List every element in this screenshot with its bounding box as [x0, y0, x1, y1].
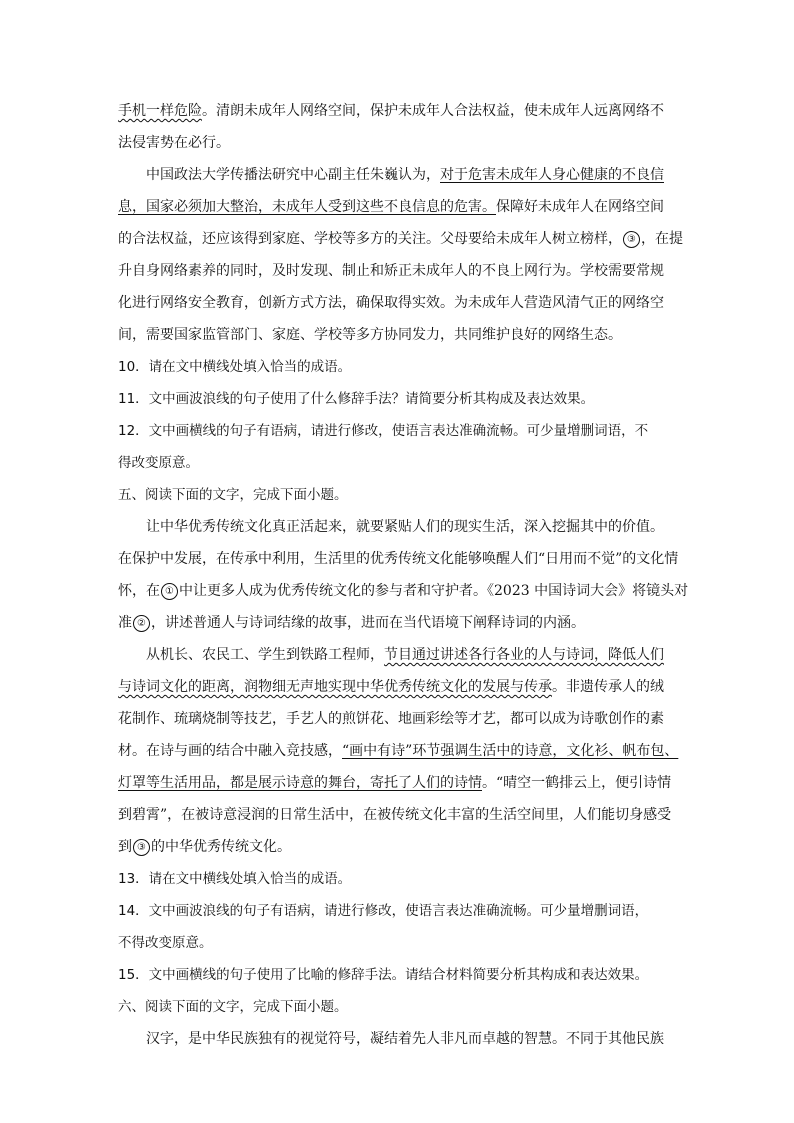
paragraph-text: 间，需要国家监管部门、家庭、学校等多方协同发力，共同维护良好的网络生态。	[118, 327, 622, 343]
underlined-sentence: 息，国家必须加大整治，未成年人受到这些不良信息的危害。	[118, 199, 496, 215]
wavy-underlined-text: 与诗词文化的距离，润物细无声地实现中华优秀传统文化的发展与传承	[118, 679, 552, 695]
paragraph-text: 升自身网络素养的同时，及时发现、制止和矫正未成年人的不良上网行为。学校需要常规	[118, 263, 664, 279]
paragraph-text: 。“晴空一鹤排云上，便引诗情	[482, 775, 672, 791]
underlined-sentence: 对于危害未成年人身心健康的不良信	[440, 167, 664, 183]
paragraph-line	[118, 325, 678, 347]
circled-number: ③	[133, 839, 150, 856]
paragraph-line	[118, 101, 678, 123]
paragraph-text: 保障好未成年人在网络空间	[496, 199, 664, 215]
paragraph-text: 中让更多人成为优秀传统文化的参与者和守护者。《2023 中国诗词大会》将镜头对	[179, 583, 689, 599]
question-10: 10．请在文中横线处填入恰当的成语。	[118, 359, 352, 375]
paragraph-line	[118, 229, 683, 251]
paragraph-text: 从机长、农民工、学生到铁路工程师，	[146, 647, 384, 663]
paragraph-text: 。清朗未成年人网络空间，保护未成年人合法权益，使未成年人远离网络不	[202, 103, 664, 119]
question-14: 14．文中画波浪线的句子有语病，请进行修改，使语言表达准确流畅。可少量增删词语，	[118, 903, 649, 919]
underlined-sentence: 灯罩等生活用品，都是展示诗意的舞台，寄托了人们的诗情	[118, 775, 482, 791]
paragraph-line	[118, 581, 689, 603]
paragraph-line	[118, 133, 678, 155]
paragraph-line	[118, 837, 678, 859]
circled-number: ③	[623, 231, 640, 248]
blank-1	[160, 583, 179, 599]
paragraph-text: 花制作、琉璃烧制等技艺，手艺人的煎饼花、地画彩绘等才艺，都可以成为诗歌创作的素	[118, 711, 664, 727]
paragraph-text: 材。在诗与画的结合中融入竞技感，	[118, 743, 342, 759]
paragraph-text: 的中华优秀传统文化。	[151, 839, 291, 855]
paragraph-line	[118, 773, 678, 795]
question-12: 12．文中画横线的句子有语病，请进行修改，使语言表达准确流畅。可少量增删词语，不	[118, 423, 649, 439]
question-11: 11．文中画波浪线的句子使用了什么修辞手法？请简要分析其构成及表达效果。	[118, 391, 595, 407]
circled-number: ②	[133, 615, 150, 632]
blank-3	[132, 839, 151, 855]
blank-3	[622, 231, 641, 247]
paragraph-text: 怀，在	[118, 583, 160, 599]
blank-2	[132, 615, 151, 631]
paragraph-text: 。非遗传承人的绒	[552, 679, 664, 695]
paragraph-text: 到碧霄”，在被诗意浸润的日常生活中，在被传统文化丰富的生活空间里，人们能切身感受	[118, 807, 672, 823]
paragraph-line	[146, 1029, 678, 1051]
paragraph-line	[118, 293, 678, 315]
paragraph-text: ，讲述普通人与诗词结缘的故事，进而在当代语境下阐释诗词的内涵。	[151, 615, 585, 631]
paragraph-line	[118, 805, 678, 827]
wavy-underlined-text: 手机一样危险	[118, 103, 202, 119]
question-15: 15．文中画横线的句子使用了比喻的修辞手法。请结合材料简要分析其构成和表达效果。	[118, 967, 649, 983]
paragraph-text: 的合法权益，还应该得到家庭、学校等多方的关注。父母要给未成年人树立榜样，	[118, 231, 622, 247]
question-14-cont: 不得改变原意。	[118, 935, 213, 951]
paragraph-line	[118, 549, 678, 571]
section-heading-6: 六、阅读下面的文字，完成下面小题。	[118, 999, 348, 1015]
paragraph-line	[118, 197, 678, 219]
question-13: 13．请在文中横线处填入恰当的成语。	[118, 871, 352, 887]
section-heading-5: 五、阅读下面的文字，完成下面小题。	[118, 487, 348, 503]
paragraph-line	[146, 645, 678, 667]
paragraph-text: 到	[118, 839, 132, 855]
paragraph-line	[118, 261, 678, 283]
paragraph-line	[146, 517, 678, 539]
paragraph-line	[118, 741, 678, 763]
wavy-underlined-text: 节目通过讲述各行各业的人与诗词，降低人们	[384, 647, 664, 663]
paragraph-text: 汉字，是中华民族独有的视觉符号，凝结着先人非凡而卓越的智慧。不同于其他民族	[146, 1031, 664, 1047]
paragraph-text: 让中华优秀传统文化真正活起来，就要紧贴人们的现实生活，深入挖掘其中的价值。	[146, 519, 664, 535]
paragraph-text: ，在提	[641, 231, 683, 247]
paragraph-text: 在保护中发展，在传承中利用，生活里的优秀传统文化能够唤醒人们“日用而不觉”的文化情	[118, 551, 679, 567]
paragraph-text: 准	[118, 615, 132, 631]
circled-number: ①	[161, 583, 178, 600]
paragraph-text: 中国政法大学传播法研究中心副主任朱巍认为，	[146, 167, 440, 183]
paragraph-line	[146, 165, 678, 187]
paragraph-text: 化进行网络安全教育，创新方式方法，确保取得实效。为未成年人营造风清气正的网络空	[118, 295, 664, 311]
underlined-sentence: “画中有诗”环节强调生活中的诗意，文化衫、帆布包、	[342, 743, 679, 759]
paragraph-line	[118, 709, 678, 731]
question-12-cont: 得改变原意。	[118, 455, 199, 471]
paragraph-line	[118, 613, 678, 635]
paragraph-line	[118, 677, 678, 699]
paragraph-text: 法侵害势在必行。	[118, 135, 230, 151]
